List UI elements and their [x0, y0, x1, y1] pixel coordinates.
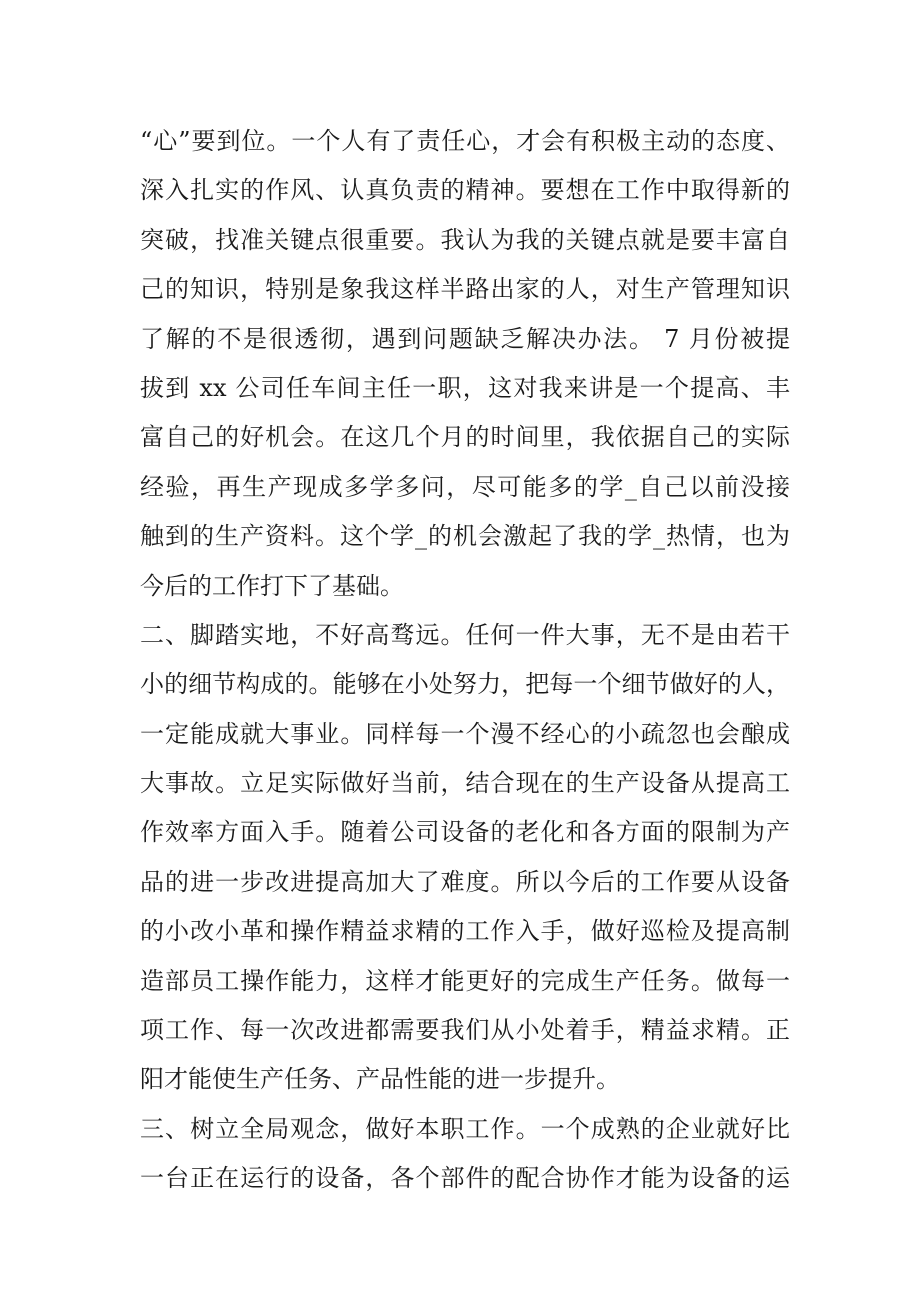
text-line: “心”要到位。一个人有了责任心，才会有积极主动的态度、: [140, 127, 790, 155]
text-line: 深入扎实的作风、认真负责的精神。要想在工作中取得新的: [140, 176, 790, 205]
text-line: 项工作、每一次改进都需要我们从小处着手，精益求精。正: [140, 1016, 790, 1045]
text-line: 今后的工作打下了基础。: [140, 571, 404, 600]
text-line: 品的进一步改进提高加大了难度。所以今后的工作要从设备: [140, 867, 790, 896]
text-line: 经验，再生产现成多学多问，尽可能多的学_自己以前没接: [140, 472, 790, 501]
text-line: 一定能成就大事业。同样每一个漫不经心的小疏忽也会酿成: [140, 719, 790, 748]
body-text: [140, 117, 790, 1204]
text-line: 拔到 xx 公司任车间主任一职，这对我来讲是一个提高、丰: [140, 373, 790, 402]
text-line: 一台正在运行的设备，各个部件的配合协作才能为设备的运: [140, 1164, 790, 1193]
text-line: 触到的生产资料。这个学_的机会激起了我的学_热情，也为: [140, 522, 790, 551]
text-line: 造部员工操作能力，这样才能更好的完成生产任务。做每一: [140, 966, 790, 995]
text-line: 二、脚踏实地，不好高骛远。任何一件大事，无不是由若干: [140, 620, 790, 649]
text-line: 小的细节构成的。能够在小处努力，把每一个细节做好的人，: [140, 670, 790, 699]
text-line: 己的知识，特别是象我这样半路出家的人，对生产管理知识: [140, 275, 790, 304]
text-line: 三、树立全局观念，做好本职工作。一个成熟的企业就好比: [140, 1114, 790, 1143]
text-line: 阳才能使生产任务、产品性能的进一步提升。: [140, 1065, 620, 1094]
text-line: 突破，找准关键点很重要。我认为我的关键点就是要丰富自: [140, 225, 790, 254]
text-line: 富自己的好机会。在这几个月的时间里，我依据自己的实际: [140, 423, 790, 452]
text-line: 作效率方面入手。随着公司设备的老化和各方面的限制为产: [140, 818, 790, 847]
text-line: 了解的不是很透彻，遇到问题缺乏解决办法。 7 月份被提: [140, 324, 790, 353]
text-line: 的小改小革和操作精益求精的工作入手，做好巡检及提高制: [140, 917, 790, 946]
text-line: 大事故。立足实际做好当前，结合现在的生产设备从提高工: [140, 769, 790, 798]
